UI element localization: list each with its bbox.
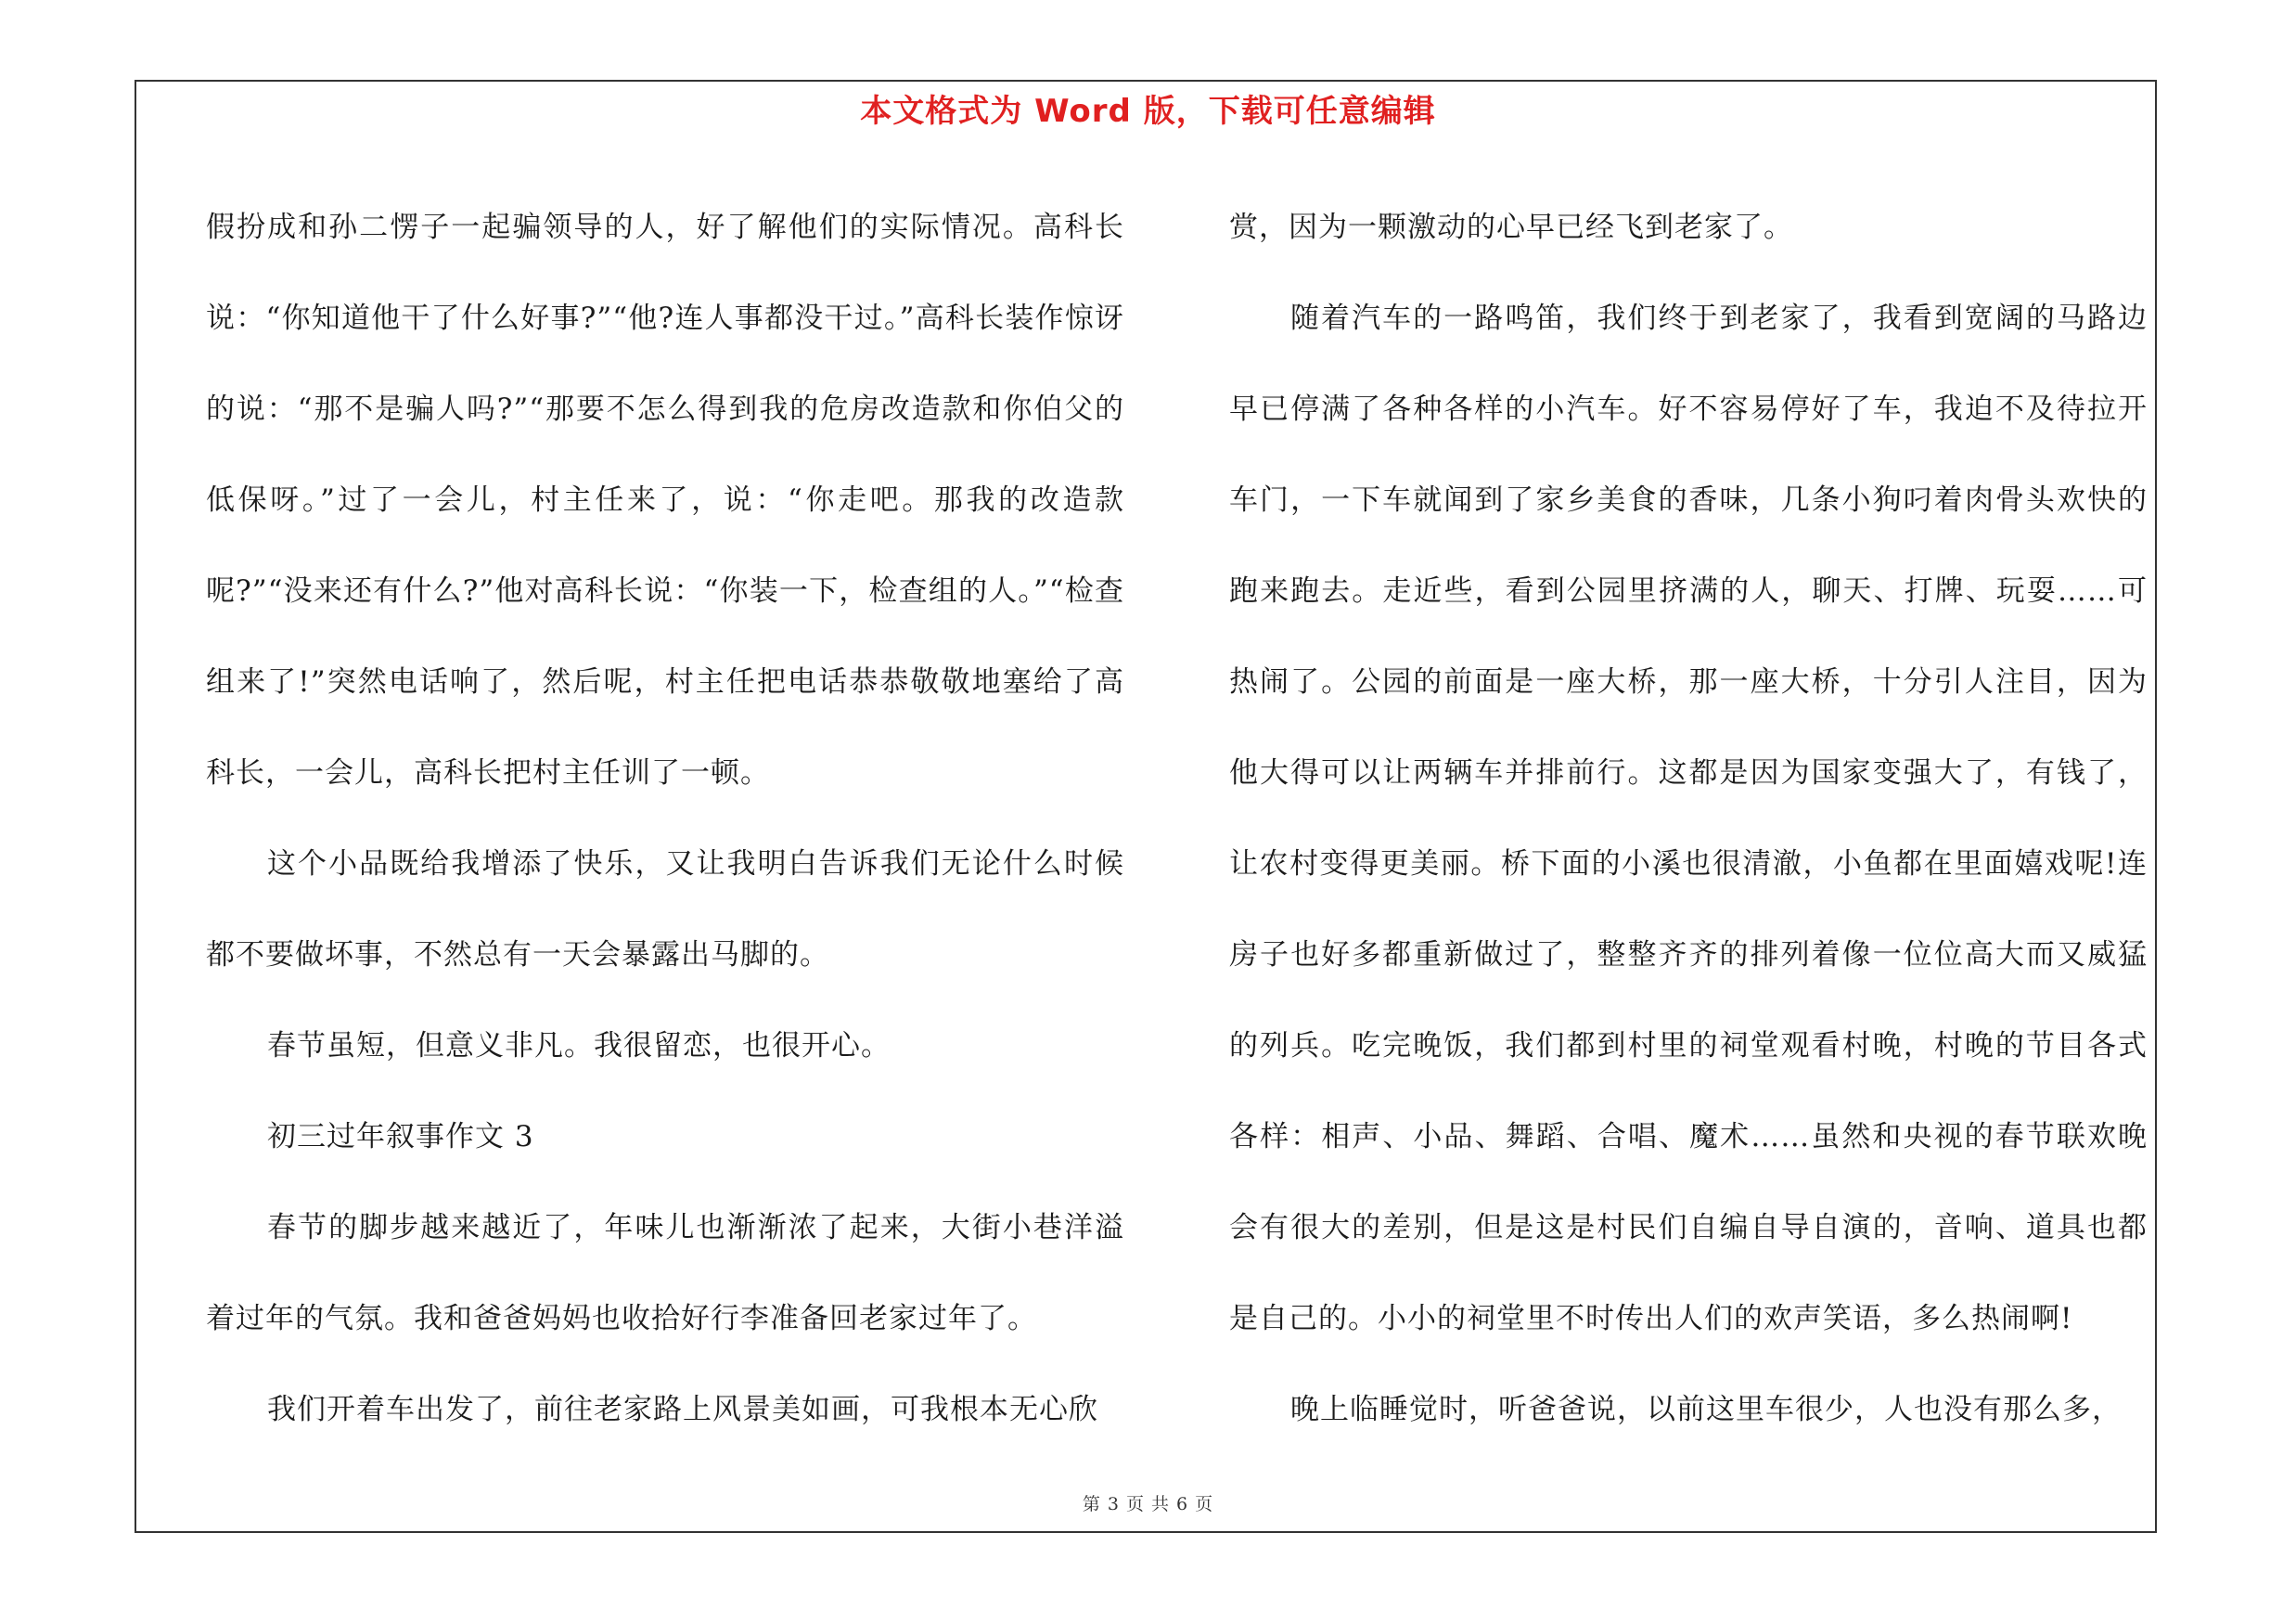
paragraph: 这个小品既给我增添了快乐，又让我明白告诉我们无论什么时候都不要做坏事，不然总有一天会暴露出马脚的。 [206, 847, 1124, 972]
paragraph: 我们开着车出发了，前往老家路上风景美如画，可我根本无心欣 [267, 1393, 1098, 1426]
page-number: 第 3 页 共 6 页 [1082, 1494, 1214, 1514]
paragraph: 假扮成和孙二愣子一起骗领导的人，好了解他们的实际情况。高科长说：“你知道他干了什么好事?”“他?连人事都没干过。”高科长装作惊讶的说：“那不是骗人吗?”“那要不怎么得到我的危房改造款和你伯父的低保呀。”过了一会儿，村主任来了，说：“你走吧。那我的改造款呢?”“没来还有什么?”他对高科长说：“你装一下，检查组的人。”“检查组来了!”突然电话响了，然后呢，村主任把电话恭恭敬敬地塞给了高科长，一会儿，高科长把村主任训了一顿。 [206, 211, 1124, 790]
left-column [206, 182, 1124, 1455]
paragraph: 春节的脚步越来越近了，年味儿也渐渐浓了起来，大街小巷洋溢着过年的气氛。我和爸爸妈妈也收拾好行李准备回老家过年了。 [206, 1211, 1124, 1335]
header-banner: 本文格式为 Word 版，下载可任意编辑 [860, 93, 1436, 130]
paragraph: 春节虽短，但意义非凡。我很留恋，也很开心。 [267, 1029, 891, 1063]
paragraph: 赏，因为一颗激动的心早已经飞到老家了。 [1229, 211, 1793, 244]
paragraph: 随着汽车的一路鸣笛，我们终于到老家了，我看到宽阔的马路边早已停满了各种各样的小汽车。好不容易停好了车，我迫不及待拉开车门，一下车就闻到了家乡美食的香味，几条小狗叼着肉骨头欢快的跑来跑去。走近些，看到公园里挤满的人，聊天、打牌、玩耍……可热闹了。公园的前面是一座大桥，那一座大桥，十分引人注目，因为他大得可以让两辆车并排前行。这都是因为国家变强大了，有钱了，让农村变得更美丽。桥下面的小溪也很清澈，小鱼都在里面嬉戏呢!连房子也好多都重新做过了，整整齐齐的排列着像一位位高大而又威猛的列兵。吃完晚饭，我们都到村里的祠堂观看村晚，村晚的节目各式各样：相声、小品、舞蹈、合唱、魔术……虽然和央视的春节联欢晚会有很大的差别，但是这是村民们自编自导自演的，音响、道具也都是自己的。小小的祠堂里不时传出人们的欢声笑语，多么热闹啊! [1229, 302, 2148, 1335]
right-column [1229, 182, 2148, 1455]
section-heading: 初三过年叙事作文 3 [267, 1120, 534, 1153]
paragraph: 晚上临睡觉时，听爸爸说，以前这里车很少，人也没有那么多， [1290, 1393, 2122, 1426]
